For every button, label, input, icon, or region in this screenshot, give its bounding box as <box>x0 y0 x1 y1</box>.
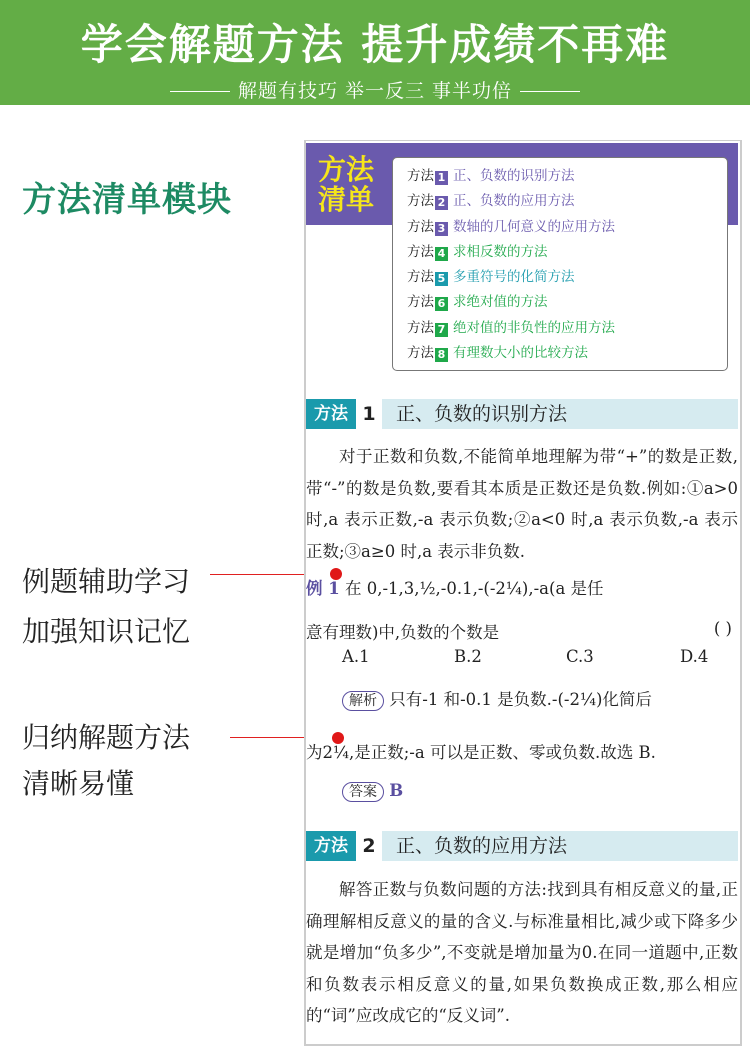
section-body: 对于正数和负数,不能简单地理解为带“+”的数是正数,带“-”的数是负数,要看其本质是正数还是负数.例如:①a>0 时,a 表示正数,-a 表示负数;②a<0 时,a 表示负数,-a 表示正数;③a≥0 时,a 表示非负数. <box>306 447 738 561</box>
book-page: 方法 清单 方法 1 正、负数的识别方法 方法 2 正、负数的应用方法 方法 3 数轴的几何意义的应用方法 方法 4 求相反数的方法 方法 5 多重符号的化简方法 方法 6 求绝对值的方法 方法 7 绝对值的非负性的应用方法 方法 8 有理数大小的比较方法 方法 1 正、负数的识别方法 对于正数和负数,不能简单地理解为带“+”的数是正数,带“-”的数是负数,要看其本质是正数还是负数.例如:①a>0 时,a 表示正数,-a 表示负数;②a<0 时,a 表示负数,-a 表示正数;③a≥0 时,a 表示非负数. 例 1 在 0,-1,3,½,-0.1,-(-2¼),-a(a 是任 意有理数)中,负数的个数是 ( ) A.1 B.2 C.3 D.4 解析 只有-1 和-0.1 是负数.-(-2¼)化简后 为2¼,是正数;-a 可以是正数、零或负数.故选 B. 答案 B 方法 2 正、负数的应用方法 解答正数与负数问题的方法:找到具有相反意义的量,正确理解相反意义的量的含义.与标准量相比,减少或下降多少就是增加“负多少”,不变就是增加量为0.在同一道题中,正数和负数表示相反意义的量,如果负数换成正数,那么相应的“词”应改成它的“反义词”. <box>304 140 742 1046</box>
number-badge: 8 <box>435 348 448 362</box>
method-list-item: 方法 6 求绝对值的方法 <box>407 294 548 311</box>
example-line: 意有理数)中,负数的个数是 ( ) <box>306 619 732 642</box>
analysis: 解析 只有-1 和-0.1 是负数.-(-2¼)化简后 <box>342 686 652 711</box>
analysis: 为2¼,是正数;-a 可以是正数、零或负数.故选 B. <box>306 743 656 762</box>
note: 清晰易懂 <box>22 767 135 800</box>
header-banner <box>0 0 750 105</box>
section-title: 正、负数的应用方法 <box>396 835 568 857</box>
section-title: 正、负数的识别方法 <box>396 403 568 425</box>
method-list-item: 方法 3 数轴的几何意义的应用方法 <box>407 218 615 235</box>
section-header: 方法 2 正、负数的应用方法 <box>306 831 738 861</box>
number-badge: 5 <box>435 272 448 286</box>
module-title: 方法清单模块 <box>22 180 232 220</box>
number-badge: 2 <box>435 196 448 210</box>
method-list-band <box>306 143 738 362</box>
example-line: 例 1 在 0,-1,3,½,-0.1,-(-2¼),-a(a 是任 <box>306 579 604 598</box>
note: 归纳解题方法 <box>22 721 191 754</box>
answer: 答案 B <box>342 781 403 802</box>
method-list-item: 方法 8 有理数大小的比较方法 <box>407 345 588 362</box>
method-list-item: 方法 4 求相反数的方法 <box>407 243 548 260</box>
number-badge: 6 <box>435 297 448 311</box>
number-badge: 4 <box>435 247 448 261</box>
number-badge: 3 <box>435 222 448 236</box>
band-title: 方法 清单 <box>318 153 375 216</box>
banner-title: 学会解题方法 提升成绩不再难 <box>80 20 670 69</box>
method-list-item: 方法 7 绝对值的非负性的应用方法 <box>407 319 615 336</box>
method-list-item: 方法 1 正、负数的识别方法 <box>407 168 575 184</box>
method-list <box>392 157 728 371</box>
method-list-item: 方法 2 正、负数的应用方法 <box>407 193 575 210</box>
method-list-item: 方法 5 多重符号的化简方法 <box>407 269 575 286</box>
section-body: 解答正数与负数问题的方法:找到具有相反意义的量,正确理解相反意义的量的含义.与标准量相比,减少或下降多少就是增加“负多少”,不变就是增加量为0.在同一道题中,正数和负数表示相反意义的量,如果负数换成正数,那么相应的“词”应改成它的“反义词”. <box>306 880 738 1025</box>
number-badge: 1 <box>435 171 448 185</box>
banner-subtitle: 解题有技巧 举一反三 事半功倍 <box>0 76 750 103</box>
section-header: 方法 1 正、负数的识别方法 <box>306 399 738 429</box>
note: 加强知识记忆 <box>22 615 191 648</box>
number-badge: 7 <box>435 323 448 337</box>
note: 例题辅助学习 <box>22 565 191 598</box>
